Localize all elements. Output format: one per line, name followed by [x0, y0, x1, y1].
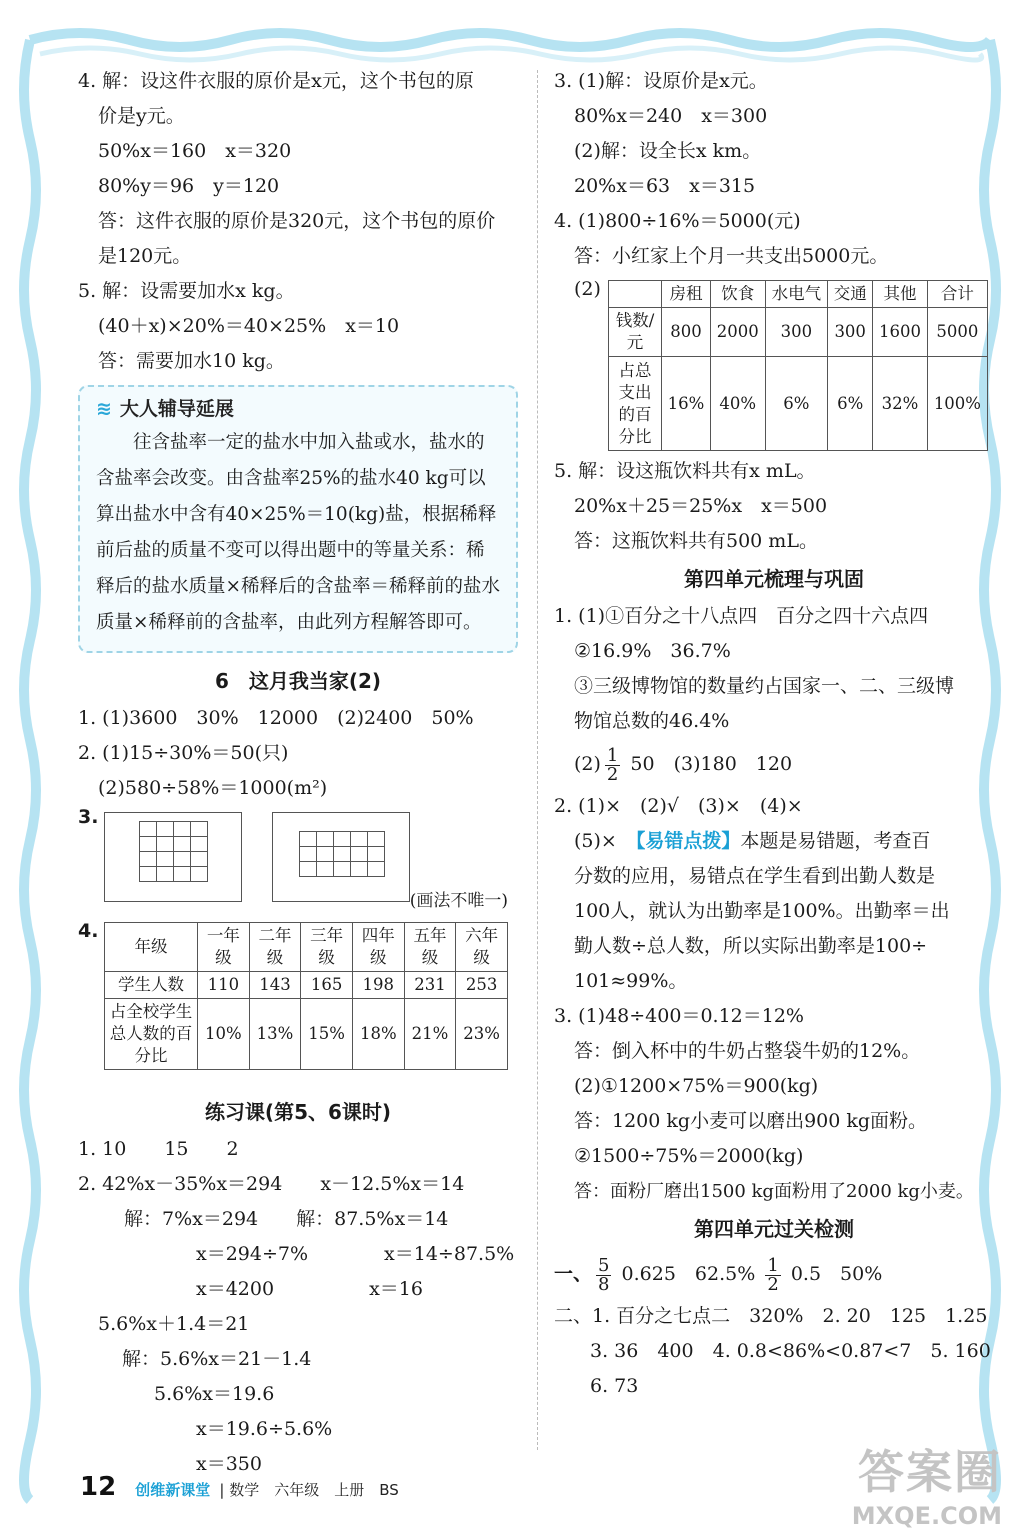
table-cell: 21%	[404, 999, 456, 1070]
r-q4a: 4. (1)800÷16%＝5000(元)	[554, 210, 801, 232]
table-cell: 2000	[710, 308, 765, 357]
unit4-test-title: 第四单元过关检测	[694, 1217, 854, 1241]
table-row	[105, 972, 508, 999]
drawing-note: (画法不唯一)	[409, 891, 508, 911]
table-header: 水电气	[765, 281, 828, 308]
table-cell: 13%	[249, 999, 301, 1070]
tutor-extension-text: 往含盐率一定的盐水中加入盐或水，盐水的含盐率会改变。由含盐率25%的盐水40 kg可以算出盐水中含有40×25%＝10(kg)盐，根据稀释前后盐的质量不变可以得出题中的等量关系：稀释后的盐水质量×稀释后的含盐率＝稀释前的盐水质量×稀释前的含盐率，由此列方程解答即可。	[96, 432, 501, 633]
table-cell: 16%	[662, 357, 711, 451]
q5-answer: 答：需要加水10 kg。	[98, 350, 285, 372]
u-q1a: 1. (1)①百分之十八点四 百分之四十六点四	[554, 605, 929, 627]
u-q2d: 100人，就认为出勤率是100%。出勤率＝出	[574, 900, 950, 922]
table-cell: 300	[765, 308, 828, 357]
t2a: 二、1. 百分之七点二 320% 2. 20 125 1.25	[554, 1305, 988, 1327]
p-q2g: 5.6%x＝19.6	[154, 1383, 275, 1405]
error-tip-tag: 【易错点拨】	[635, 830, 741, 852]
table-cell: 23%	[456, 999, 508, 1070]
left-column	[78, 64, 518, 1482]
s6-q4-label: 4.	[78, 920, 99, 942]
table-cell: 占总支出的百分比	[609, 357, 662, 451]
page-footer	[80, 1472, 399, 1502]
table-cell: 1600	[873, 308, 928, 357]
q4-answer-2: 是120元。	[98, 245, 192, 267]
table-cell: 143	[249, 972, 301, 999]
u-q1e: (2) $\frac{1}{2}$ 50 (3)180 120	[574, 744, 793, 785]
table-header: 一年级	[198, 923, 250, 972]
grid-drawing-1	[104, 812, 242, 902]
t2c: 6. 73	[590, 1375, 639, 1397]
u-q2a: 2. (1)× (2)√ (3)× (4)×	[554, 795, 803, 817]
s6-q4-block	[78, 918, 518, 1092]
table-cell: 800	[662, 308, 711, 357]
table-row	[609, 357, 988, 451]
table-cell: 300	[828, 308, 873, 357]
p-q2a: 2. 42%x－35%x＝294 x－12.5%x＝14	[78, 1173, 465, 1195]
u-q3a: 3. (1)48÷400＝0.12＝12%	[554, 1005, 804, 1027]
r-q4c-label: (2)	[574, 278, 601, 300]
p-q2b: 解：7%x＝294 解：87.5%x＝14	[124, 1208, 449, 1230]
table-cell: 165	[301, 972, 353, 999]
brand-name: 创维新课堂	[135, 1481, 211, 1499]
table-header: 三年级	[301, 923, 353, 972]
table-row	[609, 281, 988, 308]
expense-table	[608, 280, 988, 451]
wave-icon: ≋	[96, 398, 112, 420]
u-q2c: 分数的应用，易错点在学生看到出勤人数是	[574, 865, 936, 887]
q4-answer-1: 答：这件衣服的原价是320元，这个书包的原价	[98, 210, 496, 232]
table-cell: 占全校学生总人数的百分比	[105, 999, 198, 1070]
table-cell: 5000	[927, 308, 987, 357]
table-cell: 15%	[301, 999, 353, 1070]
grade-table	[104, 922, 508, 1070]
table-header: 合计	[927, 281, 987, 308]
u-q1c: ③三级博物馆的数量约占国家一、二、三级博	[574, 675, 955, 697]
table-header: 年级	[105, 923, 198, 972]
table-header: 六年级	[456, 923, 508, 972]
table-cell: 钱数/元	[609, 308, 662, 357]
tutor-extension-title: ≋ 大人辅导延展	[96, 398, 234, 420]
fraction-one-half: $\frac{1}{2}$	[606, 744, 619, 785]
u-q2f: 101≈99%。	[574, 970, 688, 992]
u-q2b: (5)× 【易错点拨】本题是易错题，考查百	[574, 830, 931, 852]
grid-5x3	[299, 831, 385, 877]
q4-eq2: 80%y＝96 y＝120	[98, 175, 280, 197]
table-cell: 18%	[352, 999, 404, 1070]
table-header: 四年级	[352, 923, 404, 972]
table-cell: 学生人数	[105, 972, 198, 999]
u-q3d: 答：1200 kg小麦可以磨出900 kg面粉。	[574, 1110, 928, 1132]
u-q3b: 答：倒入杯中的牛奶占整袋牛奶的12%。	[574, 1040, 921, 1062]
r-q3d: 20%x＝63 x＝315	[574, 175, 756, 197]
column-divider	[537, 70, 538, 1450]
u-q1b: ②16.9% 36.7%	[574, 640, 731, 662]
q4-head: 4. 解：设这件衣服的原价是x元，这个书包的原	[78, 70, 474, 92]
grid-drawing-2	[272, 812, 410, 902]
table-cell: 6%	[765, 357, 828, 451]
s6-q1: 1. (1)3600 30% 12000 (2)2400 50%	[78, 707, 474, 729]
s6-q3-block	[78, 806, 518, 918]
table-header: 二年级	[249, 923, 301, 972]
table-row	[609, 308, 988, 357]
t2b: 3. 36 400 4. 0.8<86%<0.87<7 5. 160	[590, 1340, 991, 1362]
grid-4x4	[139, 821, 208, 882]
r-q3b: 80%x＝240 x＝300	[574, 105, 768, 127]
table-row	[105, 923, 508, 972]
p-q2h: x＝19.6÷5.6%	[196, 1418, 333, 1440]
table-cell: 10%	[198, 999, 250, 1070]
q4-line2: 价是y元。	[98, 105, 185, 127]
q5-eq: (40＋x)×20%＝40×25% x＝10	[98, 315, 400, 337]
section-6-title: 6 这月我当家(2)	[214, 669, 382, 693]
fraction-five-eighths: $\frac{5}{8}$	[598, 1254, 610, 1295]
right-column	[554, 64, 994, 1404]
table-cell: 110	[198, 972, 250, 999]
table-cell: 253	[456, 972, 508, 999]
table-header: 交通	[828, 281, 873, 308]
table-cell: 40%	[710, 357, 765, 451]
p-q1: 1. 10 15 2	[78, 1138, 239, 1160]
p-q2d: x＝4200 x＝16	[196, 1278, 423, 1300]
table-cell: 32%	[873, 357, 928, 451]
expense-block	[554, 274, 994, 454]
q4-eq1: 50%x＝160 x＝320	[98, 140, 292, 162]
p-q2e: 5.6%x＋1.4＝21	[98, 1313, 250, 1335]
table-header: 房租	[662, 281, 711, 308]
tutor-extension-box	[78, 385, 518, 653]
p-q2f: 解：5.6%x＝21－1.4	[122, 1348, 312, 1370]
unit4-review-title: 第四单元梳理与巩固	[684, 567, 864, 591]
practice-title: 练习课(第5、6课时)	[204, 1100, 392, 1124]
table-cell: 198	[352, 972, 404, 999]
table-row	[105, 999, 508, 1070]
fraction-one-half: $\frac{1}{2}$	[767, 1254, 779, 1295]
u-q3e: ②1500÷75%＝2000(kg)	[574, 1145, 804, 1167]
table-header: 饮食	[710, 281, 765, 308]
p-q2c: x＝294÷7% x＝14÷87.5%	[196, 1243, 515, 1265]
u-q2e: 勤人数÷总人数，所以实际出勤率是100÷	[574, 935, 928, 957]
t1: 一、 $\frac{5}{8}$ 0.625 62.5% $\frac{1}{2}$ 0.5 50%	[554, 1254, 883, 1295]
s6-q3-label: 3.	[78, 806, 99, 828]
r-q5a: 5. 解：设这瓶饮料共有x mL。	[554, 460, 816, 482]
table-cell: 100%	[927, 357, 987, 451]
p-q2i: x＝350	[196, 1453, 262, 1475]
table-cell: 231	[404, 972, 456, 999]
u-q3c: (2)①1200×75%＝900(kg)	[574, 1075, 819, 1097]
q5-head: 5. 解：设需要加水x kg。	[78, 280, 295, 302]
r-q5c: 答：这瓶饮料共有500 mL。	[574, 530, 818, 552]
r-q5b: 20%x＋25＝25%x x＝500	[574, 495, 828, 517]
r-q3a: 3. (1)解：设原价是x元。	[554, 70, 768, 92]
s6-q2b: (2)580÷58%＝1000(m²)	[98, 777, 328, 799]
table-header	[609, 281, 662, 308]
table-cell: 6%	[828, 357, 873, 451]
u-q3f: 答：面粉厂磨出1500 kg面粉用了2000 kg小麦。	[574, 1181, 974, 1202]
r-q4b: 答：小红家上个月一共支出5000元。	[574, 245, 889, 267]
book-meta: | 数学 六年级 上册 BS	[219, 1481, 399, 1499]
watermark-logo: 答案圈 MXQE.COM	[851, 1445, 1002, 1530]
table-header: 五年级	[404, 923, 456, 972]
page-number: 12	[80, 1472, 117, 1502]
s6-q2a: 2. (1)15÷30%＝50(只)	[78, 742, 289, 764]
r-q3c: (2)解：设全长x km。	[574, 140, 762, 162]
u-q1d: 物馆总数的46.4%	[574, 710, 730, 732]
table-header: 其他	[873, 281, 928, 308]
